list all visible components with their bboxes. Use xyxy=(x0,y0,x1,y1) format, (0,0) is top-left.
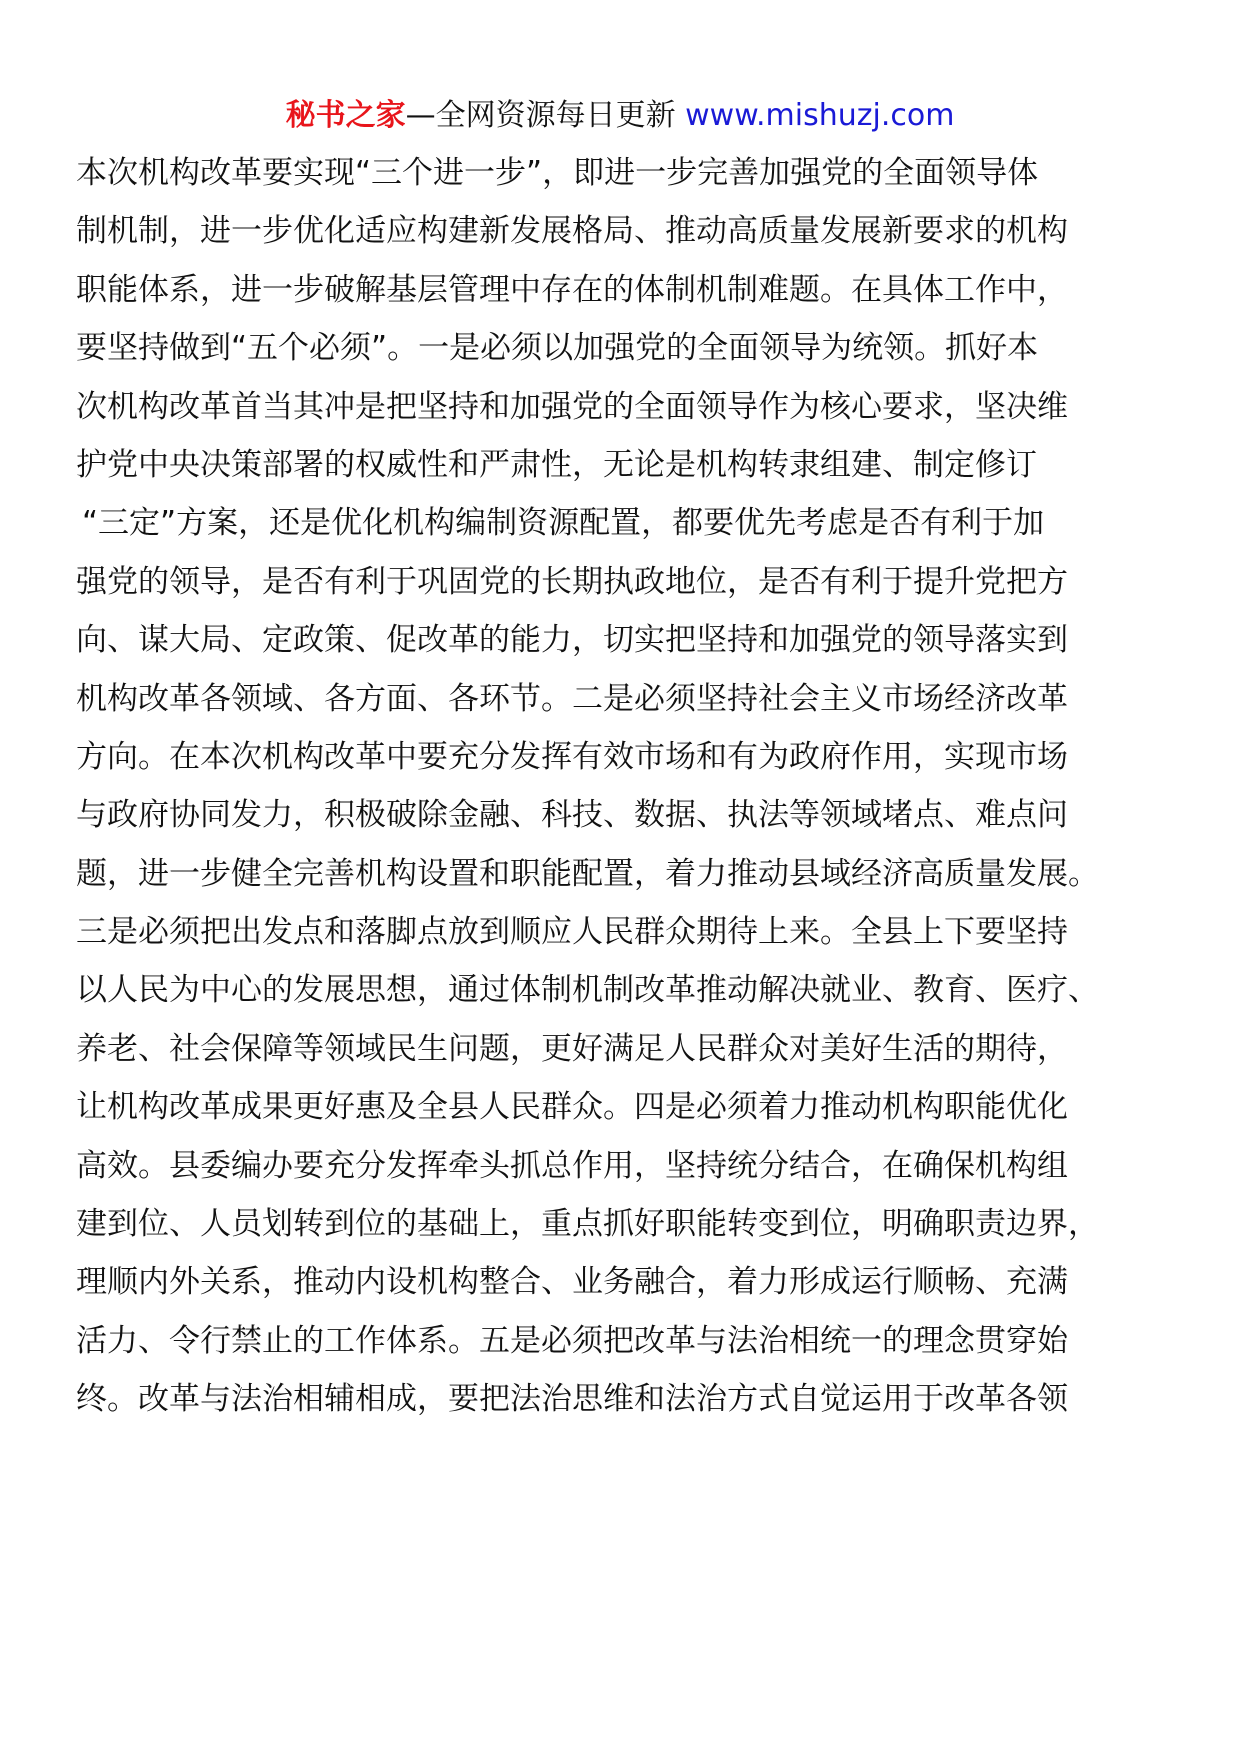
text-line: 职能体系，进一步破解基层管理中存在的体制机制难题。在具体工作中， xyxy=(76,271,1068,308)
site-url-link[interactable]: www.mishuzj.com xyxy=(685,98,955,133)
text-line: 方向。在本次机构改革中要充分发挥有效市场和有为政府作用，实现市场 xyxy=(76,738,1068,775)
text-line: 理顺内外关系，推动内设机构整合、业务融合，着力形成运行顺畅、充满 xyxy=(76,1264,1068,1301)
text-line: 题，进一步健全完善机构设置和职能配置，着力推动县域经济高质量发展。 xyxy=(76,855,1099,892)
text-line: 让机构改革成果更好惠及全县人民群众。四是必须着力推动机构职能优化 xyxy=(76,1089,1068,1126)
text-line: 强党的领导，是否有利于巩固党的长期执政地位，是否有利于提升党把方 xyxy=(76,563,1068,600)
text-line: 本次机构改革要实现“三个进一步”，即进一步完善加强党的全面领导体 xyxy=(76,155,1039,191)
text-line: 终。改革与法治相辅相成，要把法治思维和法治方式自觉运用于改革各领 xyxy=(76,1381,1068,1418)
text-line: 机构改革各领域、各方面、各环节。二是必须坚持社会主义市场经济改革 xyxy=(76,680,1068,717)
text-line: 高效。县委编办要充分发挥牵头抓总作用，坚持统分结合，在确保机构组 xyxy=(76,1147,1068,1184)
text-line: 三是必须把出发点和落脚点放到顺应人民群众期待上来。全县上下要坚持 xyxy=(76,914,1068,951)
header-tagline: —全网资源每日更新 xyxy=(405,98,686,133)
text-line: 次机构改革首当其冲是把坚持和加强党的全面领导作为核心要求，坚决维 xyxy=(76,388,1068,425)
document-body xyxy=(76,144,1176,1429)
text-line: 制机制，进一步优化适应构建新发展格局、推动高质量发展新要求的机构 xyxy=(76,213,1068,250)
text-line: 建到位、人员划转到位的基础上，重点抓好职能转变到位，明确职责边界， xyxy=(76,1206,1099,1243)
text-line: 向、谋大局、定政策、促改革的能力，切实把坚持和加强党的领导落实到 xyxy=(76,622,1068,659)
text-line: 护党中央决策部署的权威性和严肃性，无论是机构转隶组建、制定修订 xyxy=(76,446,1037,483)
text-line: “三定”方案，还是优化机构编制资源配置，都要优先考虑是否有利于加 xyxy=(82,505,1045,542)
page-header xyxy=(0,96,1240,136)
text-line: 与政府协同发力，积极破除金融、科技、数据、执法等领域堵点、难点问 xyxy=(76,797,1068,834)
text-line: 要坚持做到“五个必须”。一是必须以加强党的全面领导为统领。抓好本 xyxy=(76,330,1039,367)
text-line: 活力、令行禁止的工作体系。五是必须把改革与法治相统一的理念贯穿始 xyxy=(76,1322,1068,1359)
text-line: 养老、社会保障等领域民生问题，更好满足人民群众对美好生活的期待， xyxy=(76,1030,1068,1067)
brand-name: 秘书之家 xyxy=(285,98,406,133)
text-line: 以人民为中心的发展思想，通过体制机制改革推动解决就业、教育、医疗、 xyxy=(76,972,1099,1009)
